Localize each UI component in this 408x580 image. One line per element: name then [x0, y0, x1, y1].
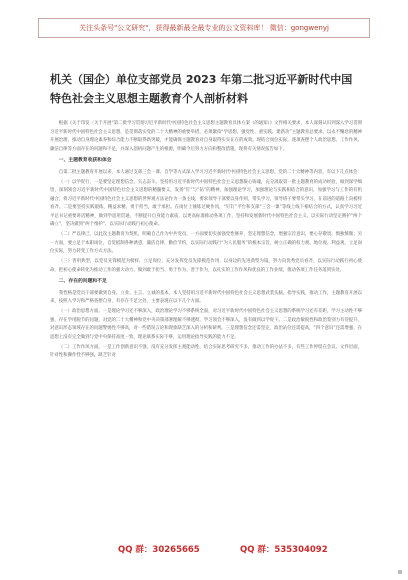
body-paragraph: 根据《关于印发〈关于开展“第二批学习贯彻习近平新时代中国特色社会主义思想主题教育具体方案（的通知）》文件相关要求，本人深刻认识到深入学习贯彻习近平新时代中国特色社会主义思想，是贯彻落实党的二十大精神的重要举措，必须紧扣“学思想、强党性、重实践、建新功”主题教育总要求，以永不懈怠的精神开展治理，推动自身理论素养和综合能力不断取得新突破，才能确保主题教育对自身取得实实在在的成效。现结合岗位实际，逐项查摆个人政治思想、工作作风、廉洁自律等方面存在的问题和不足，并深入剖析问题产生的根源，明确今后努力方向和整改措施，现将有关情况报告如下。 — [50, 121, 362, 152]
body-paragraph: （二）严以律己，以此次主题教育为契机，明确自己作为中共党员，一方面要切实加强党性修养，坚定理想信念，增强宗旨意识，要心存敬畏，慎独慎微；另一方面，要立足于本职岗位，自觉抵制各种诱惑，廉洁自律，勤俭节约，以实际行动践行“为人民服务”的根本宗旨，树立正确的权力观、地位观、利益观，立足岗位实际，努力转变工作方式方法。 — [50, 232, 362, 255]
promo-banner[interactable]: 关注头条号"公文研究"，获得最新最全最专业的公文资料库！ 微信：gongwenyj — [38, 18, 370, 38]
section-heading: 一、主题教育收获和体会 — [58, 158, 112, 163]
body-paragraph: 自第二批主题教育开展以来，本人通过支部三会一课、自学等方式深入学习习近平新时代中国特色社会主义思想、党的二十大精神等内容，有以下几点体会： — [58, 169, 362, 175]
qq-group-1: QQ 群：30265665 — [118, 545, 200, 555]
page-corner-mark — [398, 570, 402, 574]
body-paragraph: （二）工作作风方面。一是工作创新意识不强，没有充分发挥主观能动性，结合实际思考研究不多，推动工作的办法不多，有些工作停留在会议、文件层面，针对性和操作性不够强，缺乏针对 — [50, 344, 362, 359]
document-title: 机关（国企）单位支部党员 2023 年第二批习近平新时代中国特色社会主义思想主题教育个人剖析材料 — [50, 73, 353, 105]
body-paragraph: （一）政治思想方面。一是理论学习还不够深入，政治理论学习不够系统全面，对习近平新时代中国特色社会主义思想的系统学习还有差距，学习主动性不够强，存在学用脱节的问题，对党的二十大精神和党中央决策部署理解不够透彻，学习领会不够深入，没有做到以学促干。二是政治敏锐性和政治鉴别力有待提升，对意识形态领域存在的问题警惕性不够高，对一些错误言论和现象缺乏深入的分析和研判。三是理想信念还需坚定，政治站位还需提高，“四个意识”还需增强，在思想上没有完全做到与党中央保持高度一致，理论联系实际不够，运用理论指导实践的能力不足。 — [50, 309, 362, 340]
section-heading: 二、存在的问题和不足 — [58, 279, 107, 285]
body-paragraph: （三）善用典型，以党员先锋模范为榜样，立足岗位，充分发挥党员先锋模范作用，以身边的先进典型为镜，努力向优秀党员看齐，以实际行动践行初心使命，把初心使命转化为推动工作的强大动力，做到敢于担当、勇于作为、善于作为，以扎实的工作作风和优良的工作业绩，推动各项工作任务落到实处。 — [50, 259, 362, 273]
body-paragraph: 我性格是党员干部要做到自身、立业、主言、立诚的基本，本人坚持用习近平新时代中国特色社会主义思想武装头脑，指导实践，推动工作，主题教育开展以来，按照入学习和严格查摆自身，有存在不足之处，主要表现在以下几个方面。 — [50, 290, 362, 305]
footer — [0, 543, 408, 557]
body-paragraph: （一）以学促行，一是要坚定理想信念，矢志奋斗。坚持用习近平新时代中国特色社会主义思想凝心铸魂，充分汲取第一批主题教育的成功经验，做到深学细悟，深刻领会习近平新时代中国特色社会主义思想的精髓要义，发扬“钉”与“钻”的精神，加强理论学习，加强理论与实践相结合的意识，加强学习与工作的有机融合，将习近平新时代中国特色社会主义思想的世界观方法论作为一条主线，要求领导干部要以身作则，带头学习，领导班子要带头学习，在前进的道路上向榜样看齐。二是要坚持实践锻炼，精益求精，勇于担当，敢于承担。在岗位上锤炼过硬作风，“钉钉”平台和支部“三会一课”等线上线下相结合的方式，认真学习习近平总书记重要讲话精神，做到学思用贯通，不断提升自身能力素质，以更高标准推动各项工作，坚持和发展新时代中国特色社会主义，以实际行动坚定拥护“两个确立”，坚决做到“两个维护”，以实际行动践行初心使命。 — [50, 179, 362, 228]
qq-group-2: QQ 群：535304092 — [240, 545, 328, 555]
document-body — [50, 120, 362, 363]
